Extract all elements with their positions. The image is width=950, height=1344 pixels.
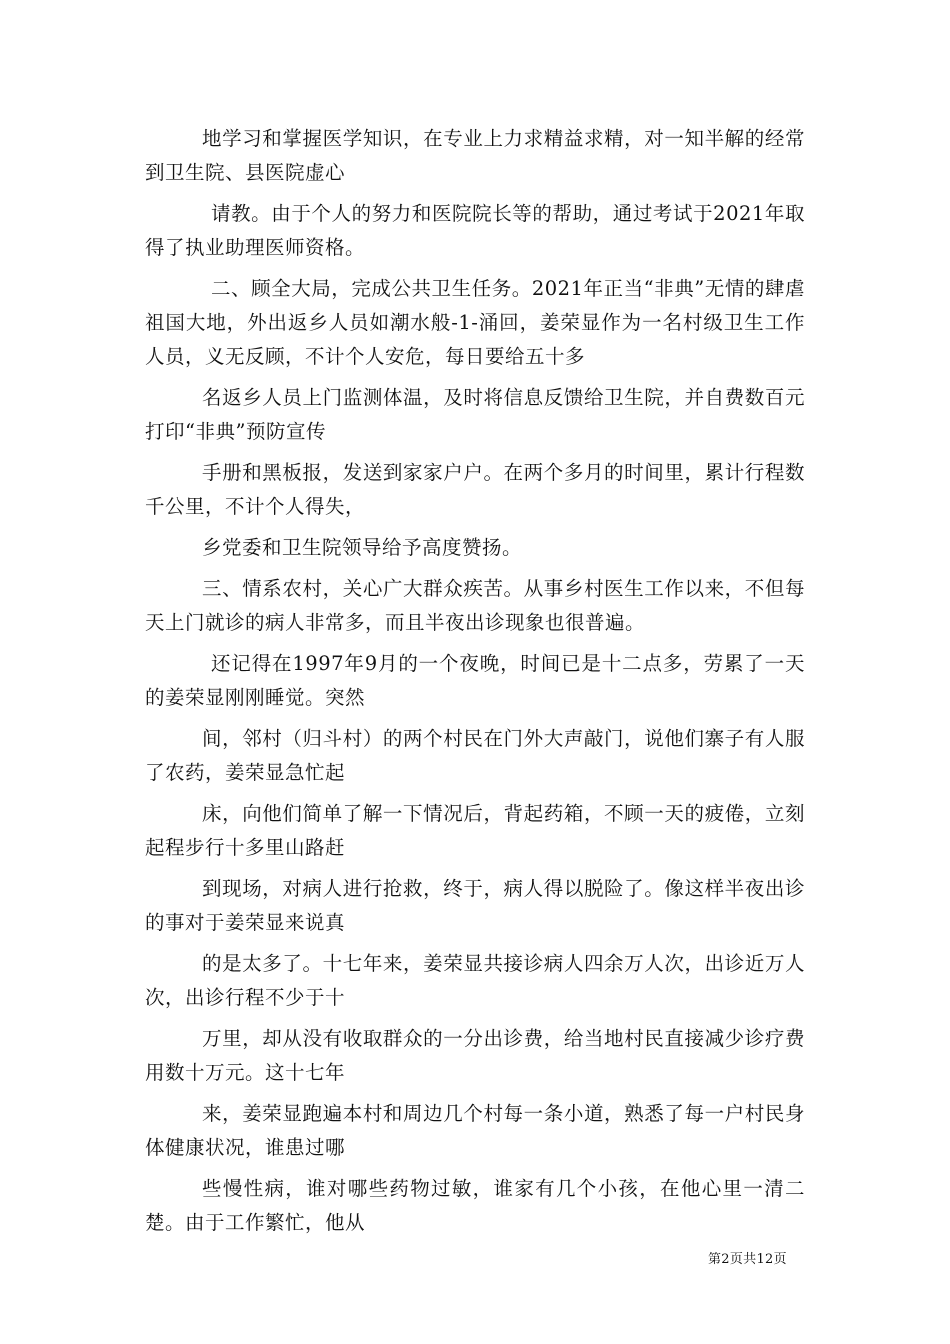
paragraph-13: 万里，却从没有收取群众的一分出诊费，给当地村民直接减少诊疗费用数十万元。这十七年 — [145, 1027, 805, 1084]
paragraph-7: 三、情系农村，关心广大群众疾苦。从事乡村医生工作以来，不但每天上门就诊的病人非常多，而且半夜出诊现象也很普遍。 — [145, 577, 805, 634]
paragraph-15: 些慢性病，谁对哪些药物过敏，谁家有几个小孩，在他心里一清二楚。由于工作繁忙，他从 — [145, 1177, 805, 1234]
paragraph-5: 手册和黑板报，发送到家家户户。在两个多月的时间里，累计行程数千公里，不计个人得失， — [145, 461, 805, 518]
document-body — [145, 122, 805, 1247]
paragraph-6: 乡党委和卫生院领导给予高度赞扬。 — [202, 536, 523, 559]
paragraph-3: 二、顾全大局，完成公共卫生任务。2021年正当“非典”无情的肆虐祖国大地，外出返乡人员如潮水般-1-涌回，姜荣显作为一名村级卫生工作人员，义无反顾，不计个人安危，每日要给五十多 — [145, 277, 805, 368]
page-number-footer: 第2页共12页 — [708, 1252, 787, 1267]
paragraph-11: 到现场，对病人进行抢救，终于，病人得以脱险了。像这样半夜出诊的事对于姜荣显来说真 — [145, 877, 805, 934]
paragraph-10: 床，向他们简单了解一下情况后，背起药箱，不顾一天的疲倦，立刻起程步行十多里山路赶 — [145, 802, 805, 859]
paragraph-4: 名返乡人员上门监测体温，及时将信息反馈给卫生院，并自费数百元打印“非典”预防宣传 — [145, 386, 805, 443]
paragraph-12: 的是太多了。十七年来，姜荣显共接诊病人四余万人次，出诊近万人次，出诊行程不少于十 — [145, 952, 805, 1009]
paragraph-9: 间，邻村（归斗村）的两个村民在门外大声敲门，说他们寨子有人服了农药，姜荣显急忙起 — [145, 727, 805, 784]
paragraph-1: 地学习和掌握医学知识，在专业上力求精益求精，对一知半解的经常到卫生院、县医院虚心 — [145, 127, 805, 184]
paragraph-14: 来，姜荣显跑遍本村和周边几个村每一条小道，熟悉了每一户村民身体健康状况，谁患过哪 — [145, 1102, 805, 1159]
paragraph-8: 还记得在1997年9月的一个夜晚，时间已是十二点多，劳累了一天的姜荣显刚刚睡觉。突然 — [145, 652, 805, 709]
paragraph-2: 请教。由于个人的努力和医院院长等的帮助，通过考试于2021年取得了执业助理医师资格。 — [145, 202, 805, 259]
